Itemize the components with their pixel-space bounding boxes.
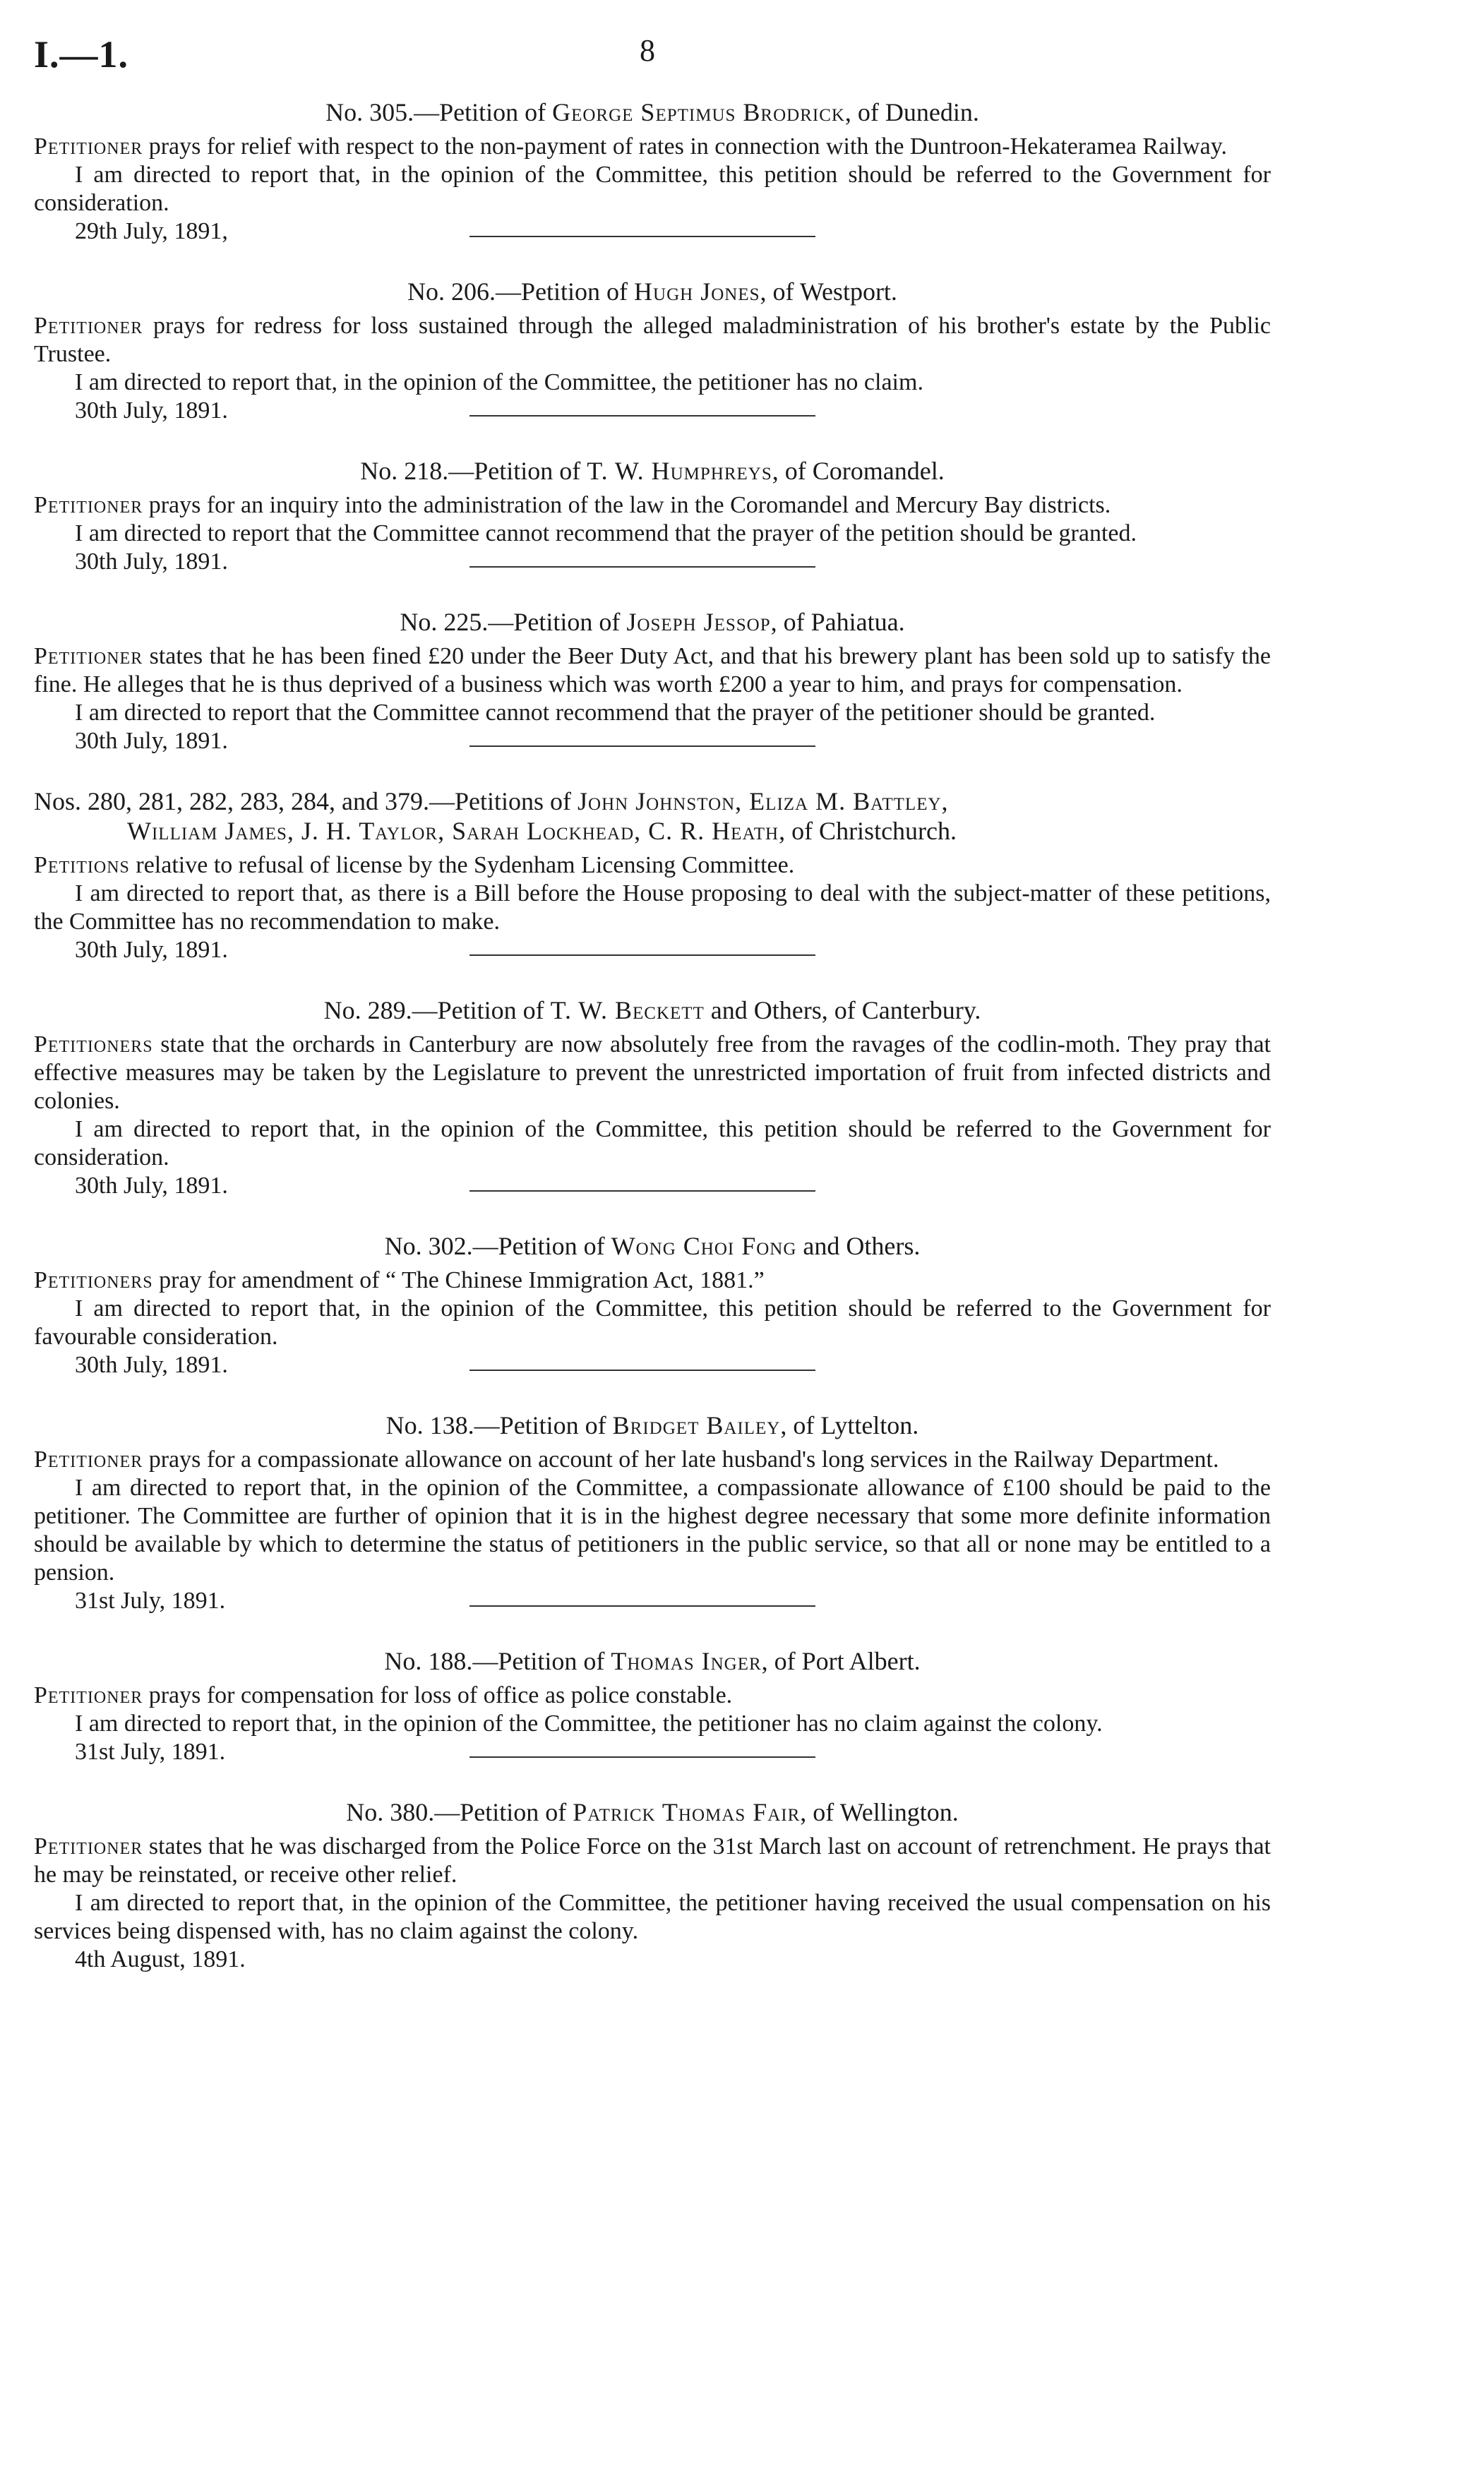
section-gap [34, 964, 1271, 995]
section-divider [469, 954, 815, 956]
petition-place: , of Pahiatua. [770, 608, 905, 636]
report-date: 31st July, 1891. [75, 1739, 226, 1765]
committee-report [34, 1295, 1271, 1351]
paragraph-lead-word: Petitioners [34, 1267, 153, 1293]
petition-place: and Others, of Canterbury. [704, 996, 981, 1024]
petition-heading [34, 995, 1271, 1025]
committee-report [34, 369, 1271, 397]
petition-entry [34, 607, 1271, 786]
petition-place: , of Westport. [760, 277, 897, 306]
petition-entry [34, 456, 1271, 607]
petitioner-names-line2: William James, J. H. Taylor, Sarah Lockhead, C. R. Heath [127, 817, 779, 845]
paragraph-lead-word: Petitions [34, 852, 130, 878]
report-date: 30th July, 1891. [75, 1352, 228, 1378]
report-date-row [34, 1587, 1271, 1615]
petition-statement [34, 312, 1271, 369]
section-gap [34, 1200, 1271, 1231]
paragraph-lead-word: Petitioner [34, 643, 143, 669]
report-date-row [34, 1738, 1271, 1766]
petition-number: No. 138.—Petition of [385, 1411, 606, 1439]
report-date-row [34, 936, 1271, 964]
section-divider [469, 1370, 815, 1371]
section-gap [34, 755, 1271, 786]
committee-report [34, 161, 1271, 217]
section-gap [34, 246, 1271, 277]
section-divider [469, 1605, 815, 1607]
petition-place: and Others. [796, 1232, 921, 1260]
petition-statement [34, 642, 1271, 699]
paragraph-lead-word: Petitioner [34, 1682, 143, 1708]
paragraph-text: pray for amendment of “ The Chinese Immigration Act, 1881.” [152, 1267, 765, 1293]
report-date: 30th July, 1891. [75, 549, 228, 575]
petitioner-names: Wong Choi Fong [611, 1232, 797, 1260]
petition-statement [34, 1031, 1271, 1115]
section-divider [469, 415, 815, 417]
petition-list [34, 97, 1271, 1974]
paragraph-text: I am directed to report that, in the opinion of the Committee, the petitioner has no claim. [75, 369, 923, 395]
committee-report [34, 1710, 1271, 1738]
section-divider [469, 236, 815, 237]
report-date-row [34, 727, 1271, 755]
petition-number: No. 225.—Petition of [400, 608, 621, 636]
petitioner-names: Thomas Inger [611, 1647, 762, 1675]
petition-entry [34, 786, 1271, 995]
petition-number: No. 305.—Petition of [325, 98, 546, 126]
petition-statement [34, 1266, 1271, 1295]
petition-heading [34, 1797, 1271, 1827]
petition-number: No. 380.—Petition of [346, 1798, 567, 1826]
paragraph-lead-word: Petitioner [34, 133, 143, 160]
report-date: 31st July, 1891. [75, 1588, 226, 1614]
page-header [34, 0, 1271, 76]
page-number: 8 [640, 33, 655, 68]
paragraph-text: I am directed to report that the Committee cannot recommend that the prayer of the petition should be granted. [75, 520, 1137, 546]
section-divider [469, 1190, 815, 1192]
paragraph-text: states that he was discharged from the Police Force on the 31st March last on account of retrenchment. He prays that he may be reinstated, or receive other relief. [34, 1833, 1271, 1888]
committee-report [34, 880, 1271, 936]
page-reference: I.—1. [34, 33, 129, 76]
paragraph-text: state that the orchards in Canterbury are now absolutely free from the ravages of the codlin-moth. They pray that effective measures may be taken by the Legislature to prevent the unrestricted importation of fruit from infected districts and colonies. [34, 1031, 1271, 1114]
petition-entry [34, 97, 1271, 277]
petitioner-names: Bridget Bailey [612, 1411, 781, 1439]
petition-statement [34, 1446, 1271, 1474]
petitioner-names: George Septimus Brodrick [552, 98, 845, 126]
petition-place: , of Lyttelton. [780, 1411, 919, 1439]
paragraph-text: prays for redress for loss sustained through the alleged maladministration of his brother's estate by the Public Trustee. [34, 313, 1271, 367]
petitioner-names: Joseph Jessop [626, 608, 771, 636]
section-gap [34, 1379, 1271, 1410]
report-date-row [34, 397, 1271, 425]
petition-number: No. 206.—Petition of [407, 277, 628, 306]
petition-entry [34, 1231, 1271, 1410]
petition-statement [34, 133, 1271, 161]
petitioner-names: Hugh Jones [634, 277, 760, 306]
petition-heading [34, 1231, 1271, 1261]
paragraph-text: I am directed to report that, in the opinion of the Committee, this petition should be referred to the Government for consideration. [34, 1116, 1271, 1170]
petitioner-names-continued [34, 816, 1271, 846]
section-divider [469, 1756, 815, 1758]
report-date-row [34, 1351, 1271, 1379]
petition-heading [34, 786, 1271, 846]
petition-entry [34, 1646, 1271, 1797]
paragraph-lead-word: Petitioners [34, 1031, 153, 1058]
paragraph-text: I am directed to report that, in the opinion of the Committee, this petition should be referred to the Government for consideration. [34, 162, 1271, 216]
report-date: 30th July, 1891. [75, 728, 228, 754]
petition-statement [34, 1833, 1271, 1889]
petitioner-names: T. W. Humphreys [587, 457, 772, 485]
petitioner-names: Patrick Thomas Fair [573, 1798, 801, 1826]
report-date: 30th July, 1891. [75, 1173, 228, 1199]
section-gap [34, 1615, 1271, 1646]
committee-report [34, 520, 1271, 548]
committee-report [34, 1889, 1271, 1946]
section-gap [34, 576, 1271, 607]
report-date-row [34, 1946, 1271, 1974]
petition-heading [34, 1646, 1271, 1676]
petition-number: No. 188.—Petition of [384, 1647, 605, 1675]
petition-statement [34, 491, 1271, 520]
section-divider [469, 566, 815, 568]
document-page [34, 0, 1271, 2468]
petition-place: , of Christchurch. [779, 817, 957, 845]
report-date-row [34, 217, 1271, 246]
petition-entry [34, 995, 1271, 1231]
paragraph-text: prays for relief with respect to the non-payment of rates in connection with the Duntroon-Hekateramea Railway. [143, 133, 1227, 160]
petition-number: Nos. 280, 281, 282, 283, 284, and 379.—Petitions of [34, 787, 571, 815]
report-date: 29th July, 1891, [75, 218, 228, 244]
petition-heading [34, 97, 1271, 127]
petition-place: , of Dunedin. [844, 98, 979, 126]
petition-place: , of Coromandel. [772, 457, 945, 485]
petition-entry [34, 1410, 1271, 1646]
petitioner-names: T. W. Beckett [550, 996, 705, 1024]
petition-place: , of Port Albert. [761, 1647, 921, 1675]
paragraph-text: relative to refusal of license by the Sydenham Licensing Committee. [129, 852, 795, 878]
petition-entry [34, 1797, 1271, 1974]
paragraph-text: I am directed to report that, in the opinion of the Committee, this petition should be referred to the Government for favourable consideration. [34, 1295, 1271, 1350]
section-gap [34, 425, 1271, 456]
petition-statement [34, 851, 1271, 880]
petition-number: No. 289.—Petition of [323, 996, 544, 1024]
paragraph-text: I am directed to report that, as there is a Bill before the House proposing to deal with the subject-matter of these petitions, the Committee has no recommendation to make. [34, 880, 1271, 935]
petition-number: No. 218.—Petition of [360, 457, 581, 485]
petition-heading [34, 277, 1271, 306]
paragraph-text: prays for an inquiry into the administration of the law in the Coromandel and Mercury Bay districts. [143, 492, 1111, 518]
paragraph-text: I am directed to report that the Committee cannot recommend that the prayer of the petitioner should be granted. [75, 700, 1156, 726]
report-date: 30th July, 1891. [75, 397, 228, 424]
section-divider [469, 745, 815, 747]
paragraph-text: I am directed to report that, in the opinion of the Committee, the petitioner having received the usual compensation on his services being dispensed with, has no claim against the colony. [34, 1890, 1271, 1944]
section-gap [34, 1766, 1271, 1797]
paragraph-text: states that he has been fined £20 under the Beer Duty Act, and that his brewery plant has been sold up to satisfy the fine. He alleges that he is thus deprived of a business which was worth £200 a year to him, and prays for compensation. [34, 643, 1271, 697]
petition-heading [34, 607, 1271, 637]
committee-report [34, 1474, 1271, 1587]
paragraph-lead-word: Petitioner [34, 1446, 143, 1473]
report-date: 4th August, 1891. [75, 1946, 246, 1972]
paragraph-text: I am directed to report that, in the opinion of the Committee, a compassionate allowance of £100 should be paid to the petitioner. The Committee are further of opinion that it is in the highest degree necessary that some more definite information should be available by which to determine the status of petitioners in the public service, so that all or none may be entitled to a pension. [34, 1475, 1271, 1586]
paragraph-text: prays for compensation for loss of office as police constable. [143, 1682, 733, 1708]
petitioner-names: John Johnston, Eliza M. Battley, [578, 787, 949, 815]
paragraph-text: I am directed to report that, in the opinion of the Committee, the petitioner has no claim against the colony. [75, 1711, 1103, 1737]
petition-place: , of Wellington. [800, 1798, 959, 1826]
petition-heading [34, 456, 1271, 486]
report-date: 30th July, 1891. [75, 937, 228, 963]
petition-statement [34, 1682, 1271, 1710]
committee-report [34, 1115, 1271, 1172]
petition-entry [34, 277, 1271, 456]
petition-heading [34, 1410, 1271, 1440]
paragraph-text: prays for a compassionate allowance on account of her late husband's long services in the Railway Department. [143, 1446, 1219, 1473]
committee-report [34, 699, 1271, 727]
paragraph-lead-word: Petitioner [34, 313, 143, 339]
paragraph-lead-word: Petitioner [34, 1833, 143, 1859]
petition-number: No. 302.—Petition of [384, 1232, 605, 1260]
report-date-row [34, 548, 1271, 576]
report-date-row [34, 1172, 1271, 1200]
paragraph-lead-word: Petitioner [34, 492, 143, 518]
